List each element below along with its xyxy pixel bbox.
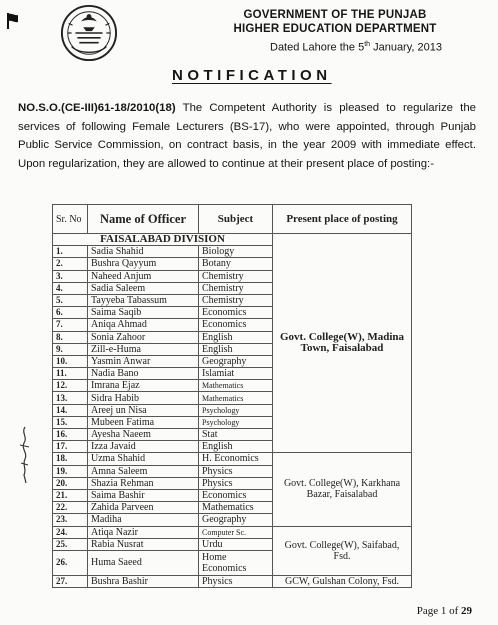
place-madina: Govt. College(W), Madina Town, Faisalabad bbox=[273, 234, 412, 453]
table-row: 24. Atiqa Nazir Computer Sc. Govt. College(W), Saifabad, Fsd. bbox=[53, 526, 412, 538]
table-row: 27. Bushra Bashir Physics GCW, Gulshan Colony, Fsd. bbox=[53, 575, 412, 587]
table-row: 20. Shazia Rehman Physics bbox=[53, 477, 412, 489]
header-subject: Subject bbox=[199, 205, 273, 234]
handwritten-margin-note-icon bbox=[18, 425, 32, 485]
table-row: 2. Bushra Qayyum Botany bbox=[53, 258, 412, 270]
place-gulshan: GCW, Gulshan Colony, Fsd. bbox=[273, 575, 412, 587]
header-department: HIGHER EDUCATION DEPARTMENT bbox=[233, 23, 437, 35]
table-row: 3. Naheed Anjum Chemistry bbox=[53, 270, 412, 282]
table-row: 10. Yasmin Anwar Geography bbox=[53, 355, 412, 367]
header-sr-no: Sr. No bbox=[53, 205, 88, 234]
table-row: 1. Sadia Shahid Biology bbox=[53, 246, 412, 258]
table-header-row bbox=[53, 205, 412, 234]
table-row: 5. Tayyeba Tabassum Chemistry bbox=[53, 294, 412, 306]
table-row: 8. Sonia Zahoor English bbox=[53, 331, 412, 343]
table-row: 13. Sidra Habib Mathematics bbox=[53, 392, 412, 404]
place-karkhana: Govt. College(W), Karkhana Bazar, Faisalabad bbox=[273, 453, 412, 526]
header-government: GOVERNMENT OF THE PUNJAB bbox=[243, 9, 427, 21]
header-place: Present place of posting bbox=[273, 205, 412, 234]
table-row: 25. Rabia Nusrat Urdu bbox=[53, 538, 412, 550]
table-row: 4. Sadia Saleem Chemistry bbox=[53, 282, 412, 294]
table-row: 15. Mubeen Fatima Psychology bbox=[53, 416, 412, 428]
table-row: 7. Aniqa Ahmad Economics bbox=[53, 319, 412, 331]
table-row: 6. Saima Saqib Economics bbox=[53, 307, 412, 319]
corner-flag-mark bbox=[6, 12, 20, 30]
page-title: NOTIFICATION bbox=[172, 67, 332, 84]
table-row: 22. Zahida Parveen Mathematics bbox=[53, 502, 412, 514]
table-row: 16. Ayesha Naeem Stat bbox=[53, 429, 412, 441]
officers-table bbox=[52, 204, 412, 588]
table-row: 17. Izza Javaid English bbox=[53, 441, 412, 453]
table-row: 21. Saima Bashir Economics bbox=[53, 489, 412, 501]
table-row: 23. Madiha Geography bbox=[53, 514, 412, 526]
notification-reference: NO.S.O.(CE-III)61-18/2010(18) bbox=[18, 102, 176, 114]
table-row: 12. Imrana Ejaz Mathematics bbox=[53, 380, 412, 392]
table-row: 11. Nadia Bano Islamiat bbox=[53, 368, 412, 380]
table-row: 26. Huma Saeed Home Economics bbox=[53, 550, 412, 575]
notification-body: NO.S.O.(CE-III)61-18/2010(18) The Competent Authority is pleased to regularize the services of following Female Lecturers (BS-17), who were appointed, through Punjab Public Service Commission, on contract basis, in the year 2009 with immediate effect. Upon regularization, they are allowed to continue at their present place of posting:- bbox=[18, 102, 476, 170]
punjab-government-seal-icon bbox=[60, 4, 118, 62]
table-row: 14. Areej un Nisa Psychology bbox=[53, 404, 412, 416]
table-row: 18. Uzma Shahid H. Economics Govt. College(W), Karkhana Bazar, Faisalabad bbox=[53, 453, 412, 465]
page-number: Page 1 of 29 bbox=[416, 605, 472, 617]
division-row bbox=[53, 234, 412, 246]
division-label: FAISALABAD DIVISION bbox=[53, 234, 273, 246]
table-row: 9. Zill-e-Huma English bbox=[53, 343, 412, 355]
place-saifabad: Govt. College(W), Saifabad, Fsd. bbox=[273, 526, 412, 575]
header-name: Name of Officer bbox=[88, 205, 199, 234]
table-row: 19. Amna Saleem Physics bbox=[53, 465, 412, 477]
dated-line: Dated Lahore the 5th January, 2013 bbox=[270, 41, 442, 54]
